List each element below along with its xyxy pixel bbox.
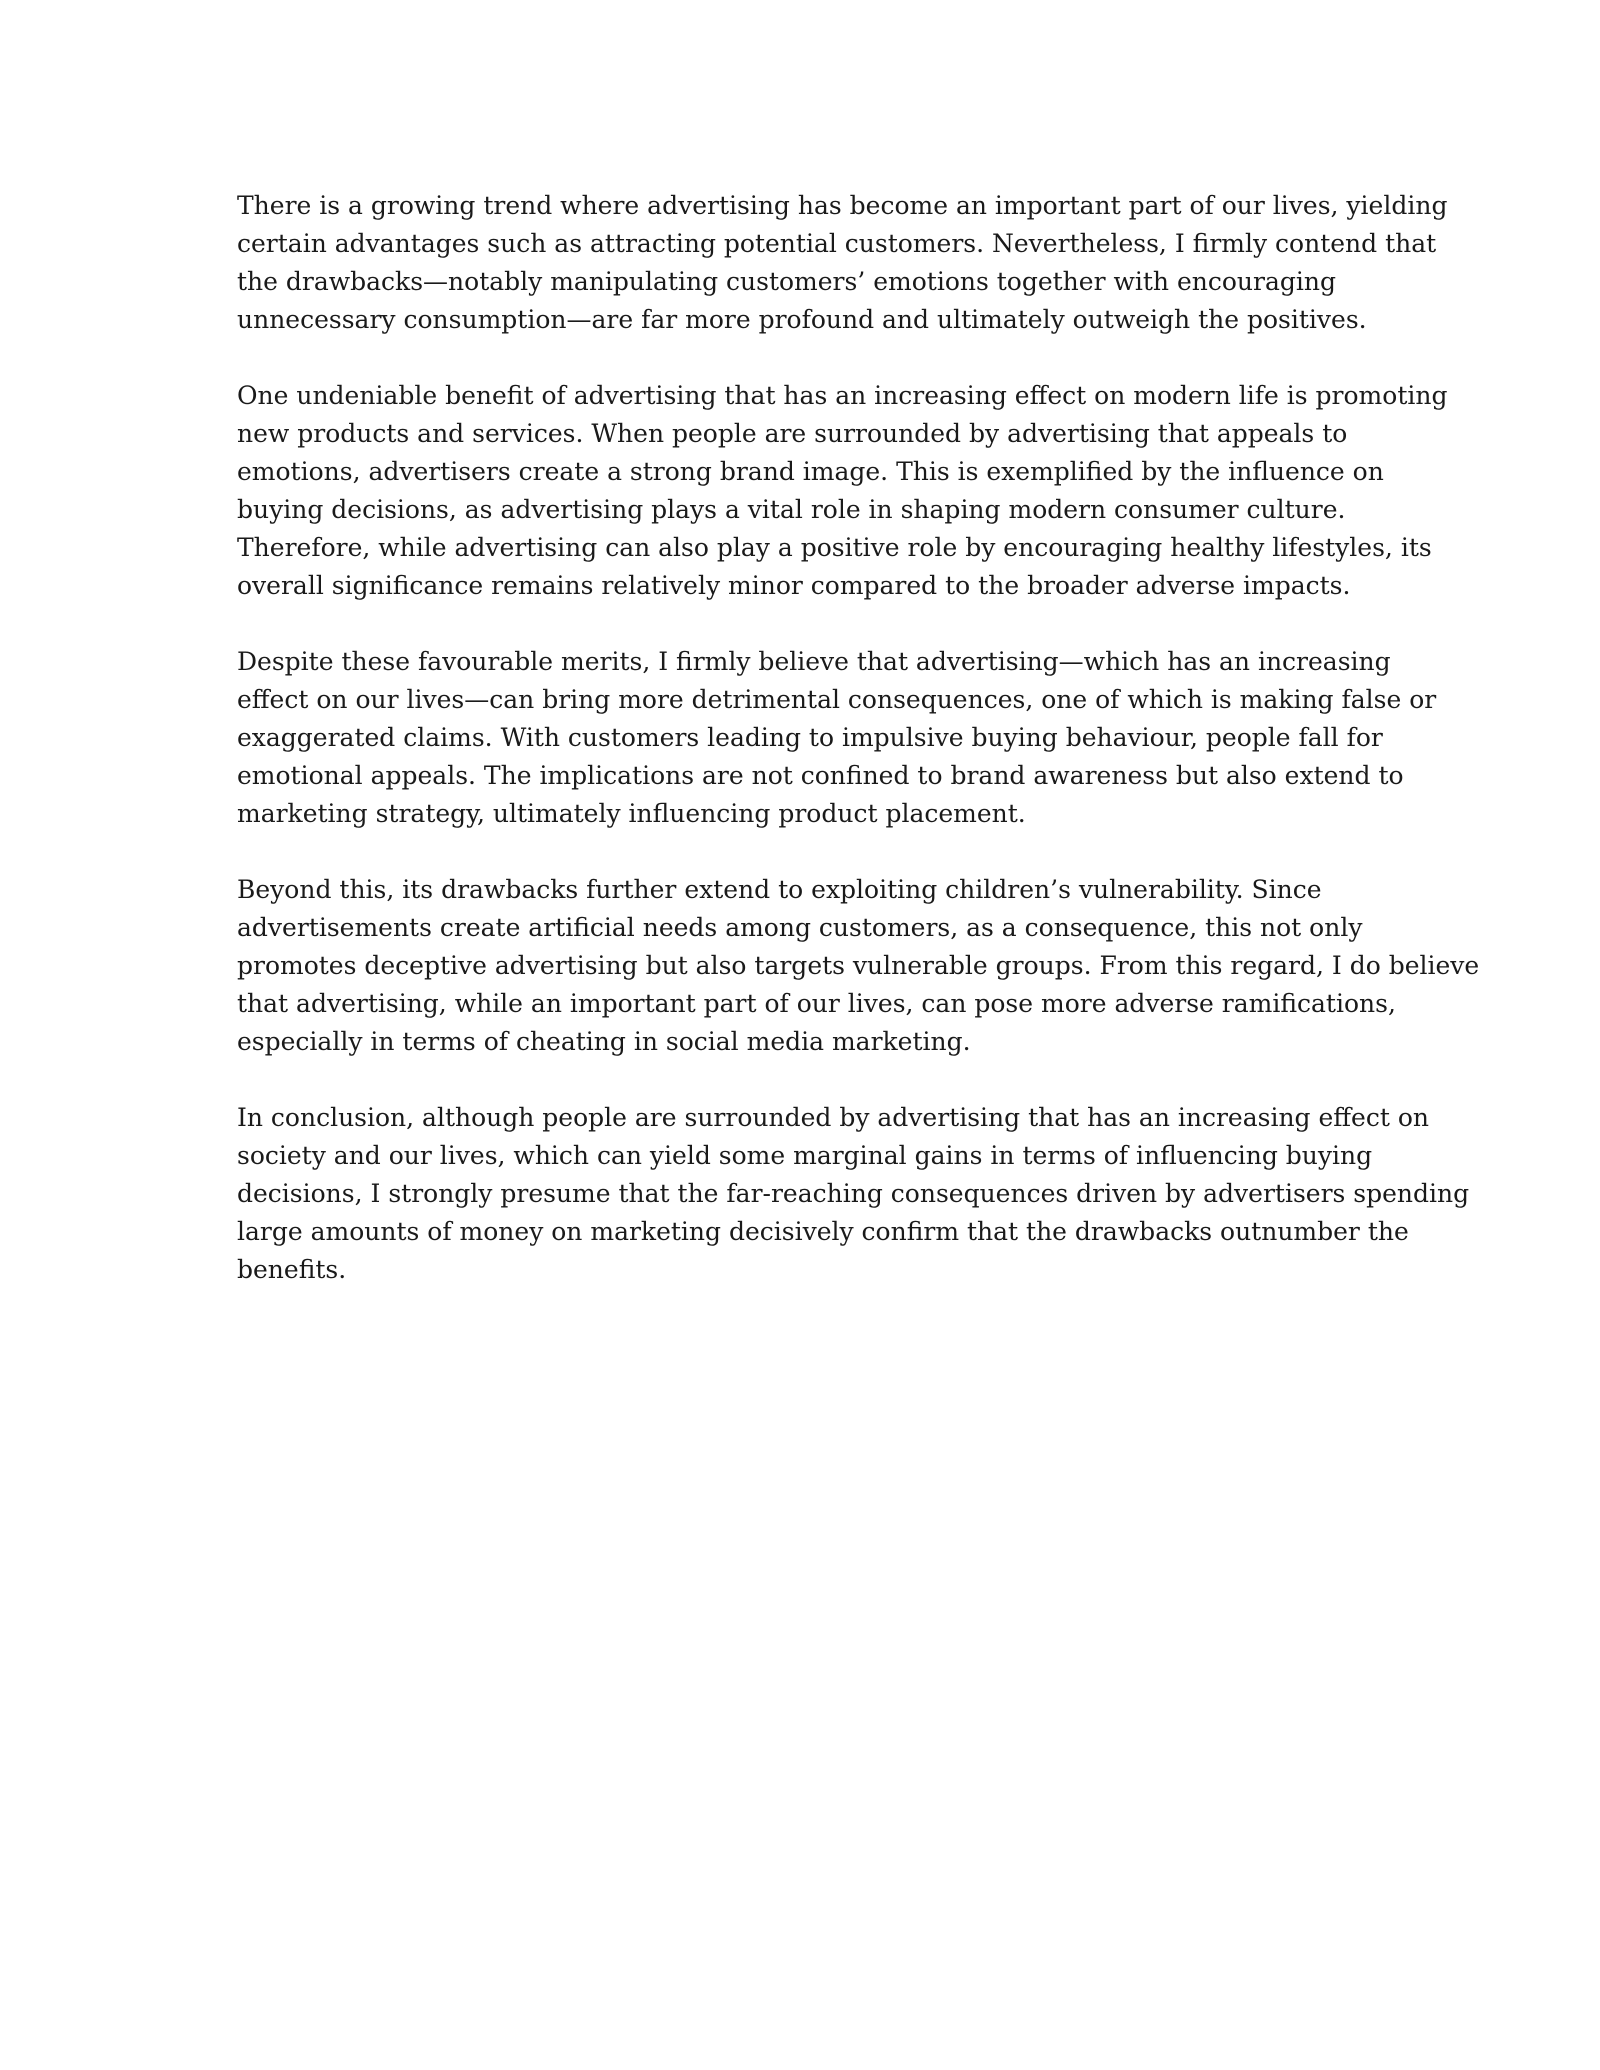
paragraph-line: buying decisions, as advertising plays a vital role in shaping modern consumer culture. [237,495,1346,524]
paragraph-conclusion [237,1099,1470,1289]
paragraph-benefits [237,377,1448,605]
paragraph-line: benefits. [237,1255,347,1284]
paragraph-line: Therefore, while advertising can also play a positive role by encouraging healthy lifestyles, its [237,533,1432,562]
paragraph-line: exaggerated claims. With customers leading to impulsive buying behaviour, people fall for [237,723,1383,752]
paragraph-drawbacks-second [237,871,1480,1061]
paragraph-line: that advertising, while an important part of our lives, can pose more adverse ramifications, [237,989,1396,1018]
paragraph-line: the drawbacks—notably manipulating customers’ emotions together with encouraging [237,267,1336,296]
paragraph-line: promotes deceptive advertising but also targets vulnerable groups. From this regard, I do believe [237,951,1480,980]
paragraph-line: In conclusion, although people are surrounded by advertising that has an increasing effect on [237,1103,1429,1132]
paragraph-line: Despite these favourable merits, I firmly believe that advertising—which has an increasing [237,647,1391,676]
paragraph-line: large amounts of money on marketing decisively confirm that the drawbacks outnumber the [237,1217,1409,1246]
paragraph-line: Beyond this, its drawbacks further extend to exploiting children’s vulnerability. Since [237,875,1322,904]
paragraph-line: decisions, I strongly presume that the far-reaching consequences driven by advertisers spending [237,1179,1470,1208]
essay-body [237,187,1480,1327]
paragraph-line: new products and services. When people are surrounded by advertising that appeals to [237,419,1348,448]
paragraph-line: One undeniable benefit of advertising that has an increasing effect on modern life is promoting [237,381,1448,410]
paragraph-line: society and our lives, which can yield some marginal gains in terms of influencing buying [237,1141,1373,1170]
paragraph-drawbacks-first [237,643,1437,833]
paragraph-introduction [237,187,1448,339]
paragraph-line: emotions, advertisers create a strong brand image. This is exemplified by the influence on [237,457,1384,486]
paragraph-line: overall significance remains relatively minor compared to the broader adverse impacts. [237,571,1351,600]
paragraph-line: unnecessary consumption—are far more profound and ultimately outweigh the positives. [237,305,1367,334]
paragraph-line: emotional appeals. The implications are not confined to brand awareness but also extend to [237,761,1404,790]
paragraph-line: advertisements create artificial needs among customers, as a consequence, this not only [237,913,1363,942]
paragraph-line: especially in terms of cheating in social media marketing. [237,1027,971,1056]
paragraph-line: certain advantages such as attracting potential customers. Nevertheless, I firmly contend that [237,229,1437,258]
paragraph-line: effect on our lives—can bring more detrimental consequences, one of which is making false or [237,685,1437,714]
paragraph-line: There is a growing trend where advertising has become an important part of our lives, yielding [237,191,1448,220]
paragraph-line: marketing strategy, ultimately influencing product placement. [237,799,1026,828]
